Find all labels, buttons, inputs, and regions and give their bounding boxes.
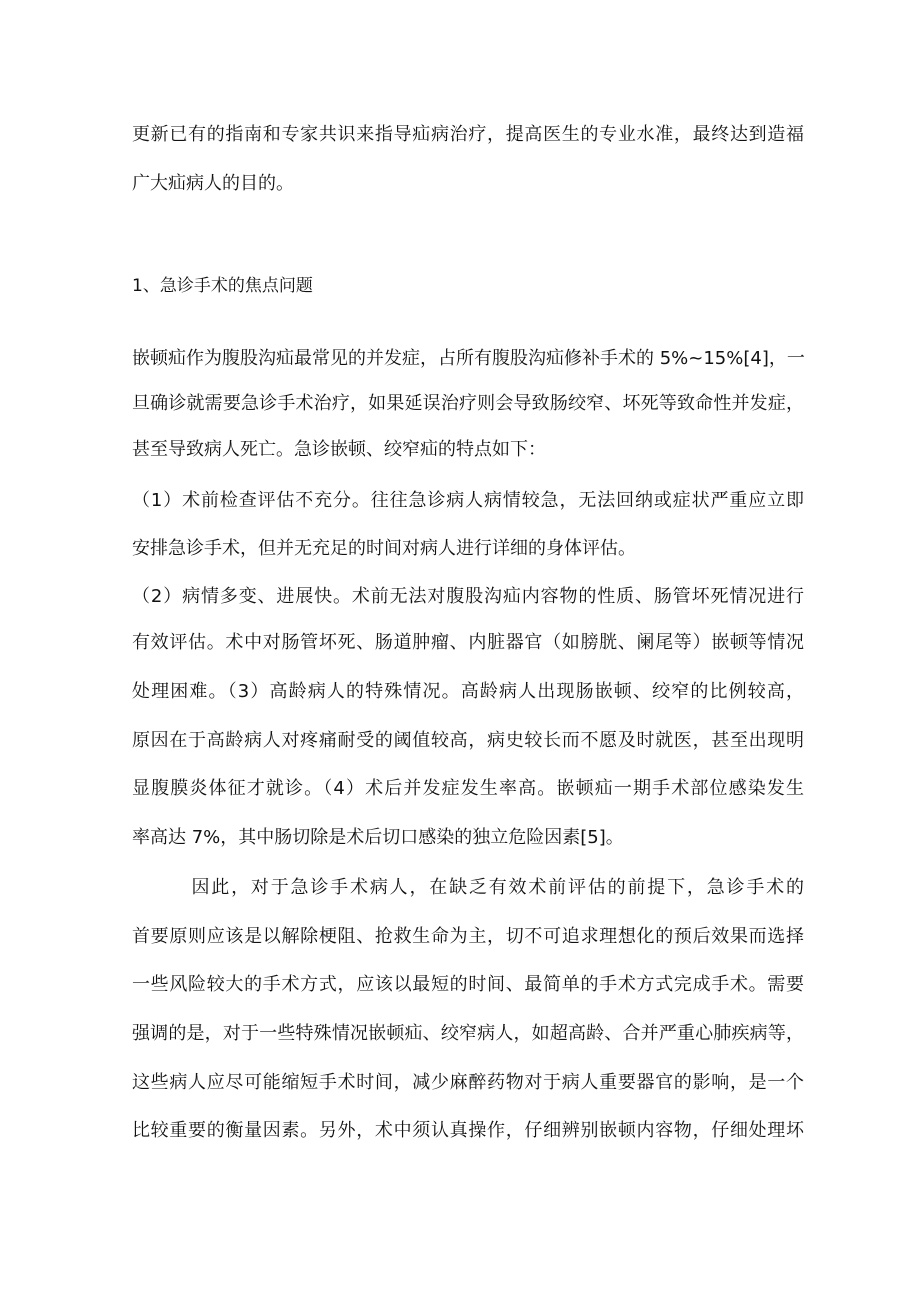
body-line-7: 有效评估。术中对肠管坏死、肠道肿瘤、内脏器官（如膀胱、阑尾等）嵌顿等情况 <box>132 632 804 653</box>
body-line-13: 首要原则应该是以解除梗阻、抢救生命为主，切不可追求理想化的预后效果而选择 <box>132 926 804 947</box>
body-line-11: 率高达 7%，其中肠切除是术后切口感染的独立危险因素[5]。 <box>132 827 624 848</box>
intro-line-2: 广大疝病人的目的。 <box>132 173 294 194</box>
body-line-12: 因此，对于急诊手术病人，在缺乏有效术前评估的前提下，急诊手术的 <box>132 877 804 898</box>
body-line-8: 处理困难。（3）高龄病人的特殊情况。高龄病人出现肠嵌顿、绞窄的比例较高， <box>132 681 804 702</box>
intro-line-1: 更新已有的指南和专家共识来指导疝病治疗，提高医生的专业水准，最终达到造福 <box>132 124 804 145</box>
body-line-5: 安排急诊手术，但并无充足的时间对病人进行详细的身体评估。 <box>132 538 636 559</box>
body-line-17: 比较重要的衡量因素。另外，术中须认真操作，仔细辨别嵌顿内容物，仔细处理坏 <box>132 1120 804 1141</box>
section-heading: 1、急诊手术的焦点问题 <box>132 276 313 296</box>
body-line-10: 显腹膜炎体征才就诊。（4）术后并发症发生率高。嵌顿疝一期手术部位感染发生 <box>132 778 804 799</box>
body-line-2: 旦确诊就需要急诊手术治疗，如果延误治疗则会导致肠绞窄、坏死等致命性并发症， <box>132 393 804 414</box>
body-line-14: 一些风险较大的手术方式，应该以最短的时间、最简单的手术方式完成手术。需要 <box>132 974 804 995</box>
body-line-6: （2）病情多变、进展快。术前无法对腹股沟疝内容物的性质、肠管坏死情况进行 <box>132 586 804 607</box>
body-line-15: 强调的是，对于一些特殊情况嵌顿疝、绞窄病人，如超高龄、合并严重心肺疾病等， <box>132 1023 804 1044</box>
body-line-16: 这些病人应尽可能缩短手术时间，减少麻醉药物对于病人重要器官的影响，是一个 <box>132 1072 804 1093</box>
body-line-9: 原因在于高龄病人对疼痛耐受的阈值较高，病史较长而不愿及时就医，甚至出现明 <box>132 730 804 751</box>
body-line-1: 嵌顿疝作为腹股沟疝最常见的并发症，占所有腹股沟疝修补手术的 5%~15%[4]，一 <box>132 348 805 369</box>
body-line-4: （1）术前检查评估不充分。往往急诊病人病情较急，无法回纳或症状严重应立即 <box>132 490 804 511</box>
body-line-3: 甚至导致病人死亡。急诊嵌顿、绞窄疝的特点如下： <box>132 439 546 460</box>
